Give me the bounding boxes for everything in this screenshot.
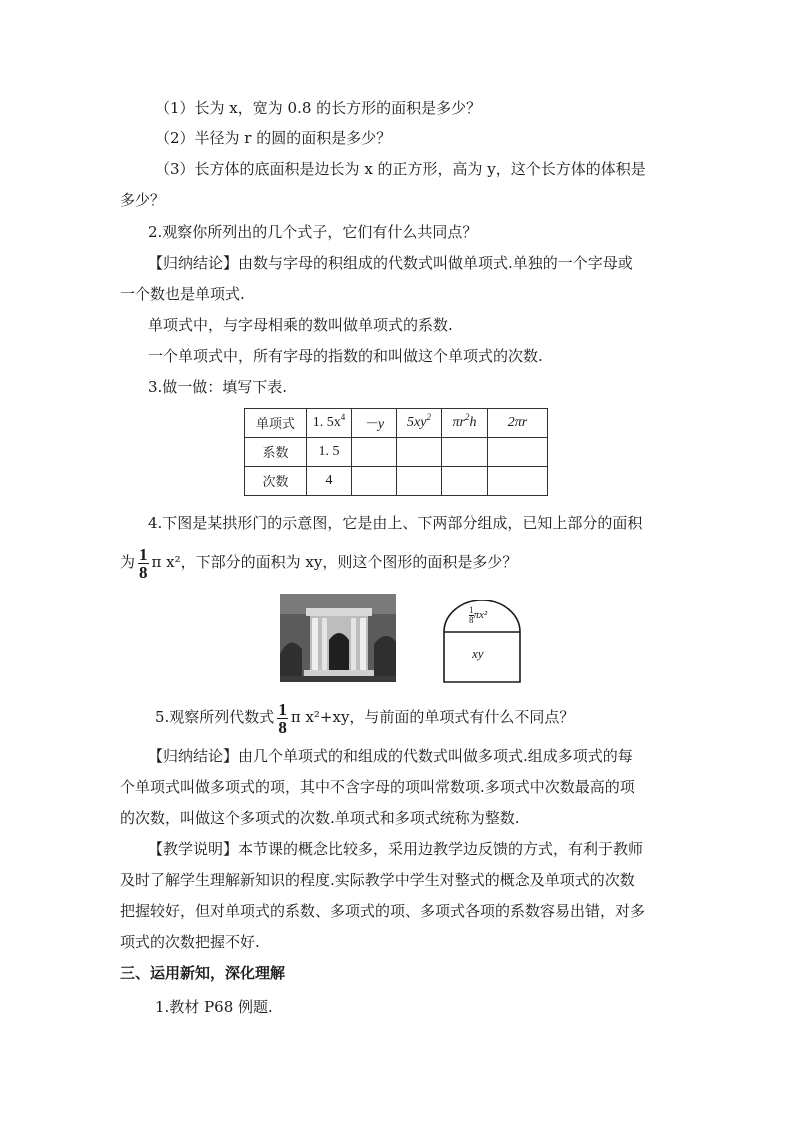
coefficient-definition: 单项式中，与字母相乘的数叫做单项式的系数.	[148, 316, 453, 334]
section-heading: 三、运用新知，深化理解	[120, 964, 286, 982]
conclusion-2-line1: 【归纳结论】由几个单项式的和组成的代数式叫做多项式.组成多项式的每	[148, 747, 633, 765]
conclusion-2-line3: 的次数，叫做这个多项式的次数.单项式和多项式统称为整数.	[120, 809, 520, 827]
diagram-top-label: $\frac{1}{8}$ πx²	[469, 605, 488, 625]
question-3-line1: （3）长方体的底面积是边长为 x 的正方形，高为 y，这个长方体的体积是	[155, 160, 646, 178]
question-2: （2）半径为 r 的圆的面积是多少？	[155, 129, 392, 147]
table-cell: 4	[307, 467, 352, 496]
fraction-one-eighth: $\frac{1}{8}$	[278, 699, 287, 737]
step-3: 3.做一做：填写下表.	[148, 378, 288, 396]
step-2: 2.观察你所列出的几个式子，它们有什么共同点？	[148, 223, 478, 241]
example-reference: 1.教材 P68 例题.	[155, 998, 273, 1016]
table-cell[interactable]	[488, 467, 548, 496]
table-row	[245, 409, 548, 438]
step-4-line2: 为 $\frac{1}{8}$ π x²，下部分的面积为 xy，则这个图形的面积是多少？	[120, 544, 518, 582]
table-row	[245, 467, 548, 496]
conclusion-2-line2: 个单项式叫做多项式的项，其中不含字母的项叫常数项.多项式中次数最高的项	[120, 778, 635, 796]
conclusion-1-line2: 一个数也是单项式.	[120, 285, 245, 303]
fraction-one-eighth: $\frac{1}{8}$	[139, 544, 148, 582]
arch-gate-photo	[280, 594, 396, 682]
step-4-line1: 4.下图是某拱形门的示意图，它是由上、下两部分组成，已知上部分的面积	[148, 514, 643, 532]
step-5: 5.观察所列代数式 $\frac{1}{8}$ π x²+xy，与前面的单项式有什么不同点？	[155, 699, 575, 737]
table-cell: $5xy^2$	[397, 409, 442, 438]
table-cell: 1. 5	[307, 438, 352, 467]
table-cell: 单项式	[245, 409, 307, 438]
table-cell[interactable]	[488, 438, 548, 467]
table-cell: 次数	[245, 467, 307, 496]
question-1: （1）长为 x，宽为 0.8 的长方形的面积是多少？	[155, 99, 482, 117]
table-cell: 2πr	[488, 409, 548, 438]
table-cell[interactable]	[442, 467, 488, 496]
teaching-note-line4: 项式的次数把握不好.	[120, 933, 260, 951]
conclusion-1-line1: 【归纳结论】由数与字母的积组成的代数式叫做单项式.单独的一个字母或	[148, 254, 633, 272]
table-cell: －y	[352, 409, 397, 438]
table-cell[interactable]	[397, 467, 442, 496]
teaching-note-line2: 及时了解学生理解新知识的程度.实际教学中学生对整式的概念及单项式的次数	[120, 871, 635, 889]
table-cell[interactable]	[352, 438, 397, 467]
table-cell: 系数	[245, 438, 307, 467]
degree-definition: 一个单项式中，所有字母的指数的和叫做这个单项式的次数.	[148, 347, 543, 365]
arch-diagram	[442, 600, 522, 684]
table-row	[245, 438, 548, 467]
question-3-line2: 多少？	[120, 191, 166, 209]
table-cell[interactable]	[397, 438, 442, 467]
table-cell[interactable]	[352, 467, 397, 496]
table-cell: $\pi r^2h$	[442, 409, 488, 438]
diagram-bottom-label: xy	[472, 646, 484, 661]
teaching-note-line3: 把握较好，但对单项式的系数、多项式的项、多项式各项的系数容易出错，对多	[120, 902, 646, 920]
table-cell[interactable]	[442, 438, 488, 467]
table-cell: 1. $5x^4$	[307, 409, 352, 438]
monomial-table	[244, 408, 548, 496]
teaching-note-line1: 【教学说明】本节课的概念比较多，采用边教学边反馈的方式，有利于教师	[148, 840, 644, 858]
